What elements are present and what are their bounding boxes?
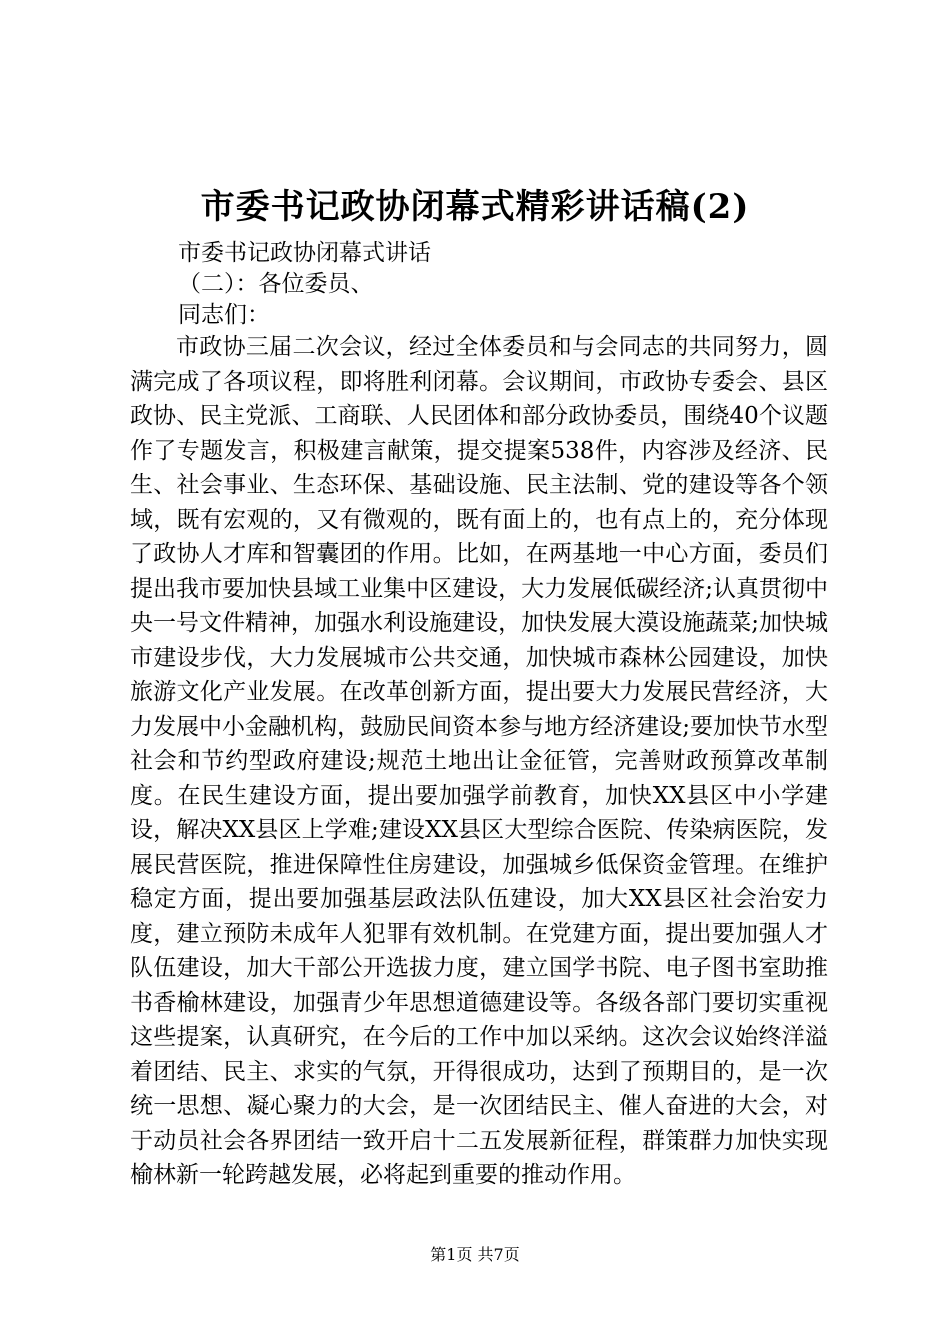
salutation: 同志们：	[178, 302, 270, 328]
document-title: 市委书记政协闭幕式精彩讲话稿(2)	[200, 187, 750, 227]
body-paragraph: 市政协三届二次会议，经过全体委员和与会同志的共同努力，圆满完成了各项议程，即将胜利闭幕。会议期间，市政协专委会、县区政协、民主党派、工商联、人民团体和部分政协委员，围绕40个议题作了专题发言，积极建言献策，提交提案538件，内容涉及经济、民生、社会事业、生态环保、基础设施、民主法制、党的建设等各个领域，既有宏观的，又有微观的，既有面上的，也有点上的，充分体现了政协人才库和智囊团的作用。比如，在两基地一中心方面，委员们提出我市要加快县域工业集中区建设，大力发展低碳经济;认真贯彻中央一号文件精神，加强水利设施建设，加快发展大漠设施蔬菜;加快城市建设步伐，大力发展城市公共交通，加快城市森林公园建设，加快旅游文化产业发展。在改革创新方面，提出要大力发展民营经济，大力发展中小金融机构，鼓励民间资本参与地方经济建设;要加快节水型社会和节约型政府建设;规范土地出让金征管，完善财政预算改革制度。在民生建设方面，提出要加强学前教育，加快XX县区中小学建设，解决XX县区上学难;建设XX县区大型综合医院、传染病医院，发展民营医院，推进保障性住房建设，加强城乡低保资金管理。在维护稳定方面，提出要加强基层政法队伍建设，加大XX县区社会治安力度，建立预防未成年人犯罪有效机制。在党建方面，提出要加强人才队伍建设，加大干部公开选拔力度，建立国学书院、电子图书室助推书香榆林建设，加强青少年思想道德建设等。各级各部门要切实重视这些提案，认真研究，在今后的工作中加以采纳。这次会议始终洋溢着团结、民主、求实的气氛，开得很成功，达到了预期目的，是一次统一思想、凝心聚力的大会，是一次团结民主、催人奋进的大会，对于动员社会各界团结一致开启十二五发展新征程，群策群力加快实现榆林新一轮跨越发展，必将起到重要的推动作用。	[130, 334, 828, 1188]
page-number: 第1页 共7页	[430, 1245, 520, 1264]
document-subtitle: 市委书记政协闭幕式讲话	[178, 240, 431, 266]
section-heading: （二）：各位委员、	[178, 271, 374, 297]
